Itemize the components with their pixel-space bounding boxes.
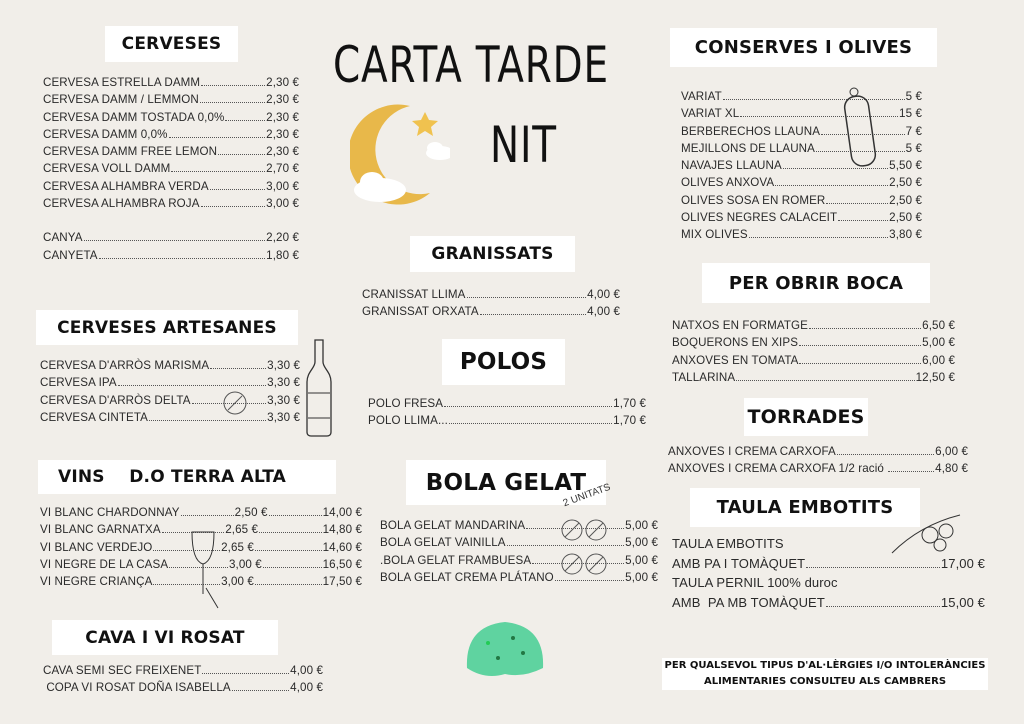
tin-can-icon: [840, 86, 880, 170]
menu-item: CERVESA VOLL DAMM 2,70 €: [43, 162, 299, 176]
menu-item: CERVESA ALHAMBRA ROJA 3,00 €: [43, 197, 299, 211]
menu-item: COPA VI ROSAT DOÑA ISABELLA 4,00 €: [43, 681, 323, 695]
moon-cloud-icon: [350, 98, 450, 213]
section-heading-bola-gelat: BOLA GELAT: [406, 460, 606, 505]
menu-item: ANXOVES I CREMA CARXOFA 1/2 ració 4,80 €: [668, 462, 968, 476]
menu-item: CERVESA CINTETA 3,30 €: [40, 410, 300, 424]
beer-bottle-icon: [303, 338, 335, 438]
menu-title: CARTA TARDE: [333, 36, 609, 94]
section-heading-cerveses: CERVESES: [105, 26, 238, 62]
boca-list: [672, 319, 955, 388]
wine-glass-icon: [186, 528, 226, 618]
section-heading-torrades: TORRADES: [744, 398, 868, 436]
menu-item: BOLA GELAT CREMA PLÁTANO 5,00 €: [380, 570, 658, 584]
ice-cream-scoop-icon: [463, 618, 547, 682]
menu-item: BOLA GELAT VAINILLA 5,00 €: [380, 536, 658, 550]
cerveses-list: [43, 76, 299, 266]
menu-item: CANYA 2,20 €: [43, 231, 299, 245]
menu-item: POLO FRESA 1,70 €: [368, 397, 646, 410]
gluten-free-icon: [222, 390, 248, 416]
granissats-list: [362, 288, 620, 323]
cava-list: [43, 664, 323, 699]
menu-item: OLIVES ANXOVA 2,50 €: [681, 176, 922, 190]
menu-item: CERVESA ALHAMBRA VERDA 3,00 €: [43, 179, 299, 193]
menu-item: AMB PA I TOMÀQUET 17,00 €: [672, 555, 985, 571]
menu-item: .BOLA GELAT FRAMBUESA 5,00 €: [380, 553, 658, 567]
menu-item: CERVESA D'ARRÒS MARISMA 3,30 €: [40, 359, 300, 372]
taula-list: [672, 536, 985, 614]
menu-item-title: TAULA PERNIL 100% duroc: [672, 575, 838, 590]
menu-title-nit: NIT: [490, 116, 557, 174]
menu-item: AMB PA MB TOMÀQUET 15,00 €: [672, 594, 985, 610]
menu-item: BOLA GELAT MANDARINA 5,00 €: [380, 519, 658, 532]
bola-gelat-list: [380, 519, 658, 588]
conserves-list: [681, 90, 922, 246]
menu-item: MEJILLONS DE LLAUNA 5 €: [681, 141, 922, 155]
menu-item: NATXOS EN FORMATGE 6,50 €: [672, 319, 955, 332]
menu-item: CERVESA DAMM / LEMMON 2,30 €: [43, 93, 299, 107]
menu-item: CERVESA DAMM FREE LEMON 2,30 €: [43, 145, 299, 159]
artesanes-list: [40, 359, 300, 428]
menu-item: BERBERECHOS LLAUNA 7 €: [681, 124, 922, 138]
allergy-notice: [662, 658, 988, 690]
menu-item: VARIAT 5 €: [681, 90, 922, 103]
menu-item: ANXOVES I CREMA CARXOFA 6,00 €: [668, 445, 968, 458]
menu-item: VARIAT XL 15 €: [681, 107, 922, 121]
allergy-notice-line2: ALIMENTARIES CONSULTEU ALS CAMBRERS: [703, 676, 947, 687]
menu-item: TALLARINA 12,50 €: [672, 370, 955, 384]
section-heading-granissats: GRANISSATS: [410, 236, 575, 272]
section-heading-conserves: CONSERVES I OLIVES: [670, 28, 937, 67]
section-heading-artesanes: CERVESES ARTESANES: [36, 310, 298, 345]
menu-item: CERVESA D'ARRÒS DELTA 3,30 €: [40, 393, 300, 407]
menu-item: BOQUERONS EN XIPS 5,00 €: [672, 336, 955, 350]
allergy-notice-line1: PER QUALSEVOL TIPUS D'AL·LÈRGIES I/O INTOLERÀNCIES: [664, 660, 986, 671]
menu-item: NAVAJES LLAUNA 5,50 €: [681, 159, 922, 173]
section-heading-cava: CAVA I VI ROSAT: [52, 620, 278, 655]
menu-item: VI NEGRE DE LA CASA 3,00 € 16,50 €: [40, 557, 363, 571]
section-heading-polos: POLOS: [442, 339, 565, 385]
menu-item: VI BLANC GARNATXA 2,65 € 14,80 €: [40, 523, 362, 537]
menu-item: CAVA SEMI SEC FREIXENET 4,00 €: [43, 664, 323, 677]
menu-item: CERVESA DAMM 0,0% 2,30 €: [43, 127, 299, 141]
units-note: 2 UNITATS: [561, 481, 613, 510]
section-heading-taula-embotits: TAULA EMBOTITS: [690, 488, 920, 527]
menu-item: MIX OLIVES 3,80 €: [681, 228, 922, 242]
menu-item-title: TAULA EMBOTITS: [672, 536, 784, 551]
menu-item: OLIVES SOSA EN ROMER 2,50 €: [681, 193, 922, 207]
torrades-list: [668, 445, 968, 480]
menu-item: VI BLANC VERDEJO 2,65 € 14,60 €: [40, 540, 362, 554]
polos-list: [368, 397, 646, 432]
menu-item: CERVESA ESTRELLA DAMM 2,30 €: [43, 76, 299, 89]
menu-item: POLO LLIMA... 1,70 €: [368, 414, 646, 428]
menu-item: ANXOVES EN TOMATA 6,00 €: [672, 353, 955, 367]
section-heading-vins: VINS D.O TERRA ALTA: [38, 460, 336, 494]
menu-item: OLIVES NEGRES CALACEIT 2,50 €: [681, 211, 922, 225]
menu-item: CERVESA IPA 3,30 €: [40, 376, 300, 390]
menu-item: CERVESA DAMM TOSTADA 0,0% 2,30 €: [43, 110, 299, 124]
section-heading-per-obrir-boca: PER OBRIR BOCA: [702, 263, 930, 303]
allergen-icons: [560, 518, 610, 578]
menu-item: CRANISSAT LLIMA 4,00 €: [362, 288, 620, 301]
menu-item: VI BLANC CHARDONNAY 2,50 € 14,00 €: [40, 506, 362, 519]
menu-item: GRANISSAT ORXATA 4,00 €: [362, 305, 620, 319]
menu-item: CANYETA 1,80 €: [43, 248, 299, 262]
menu-item: VI NEGRE CRIANÇA 3,00 € 17,50 €: [40, 575, 363, 589]
